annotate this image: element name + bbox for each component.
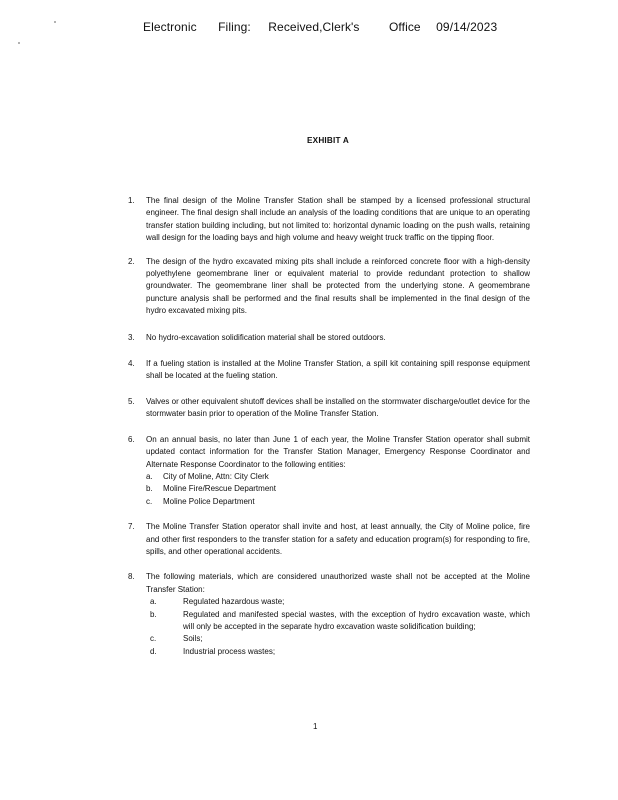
item-text: Valves or other equivalent shutoff devices shall be installed on the stormwater discharge/outlet device for the stormwater basin prior to operation of the Moline Transfer Station. — [146, 396, 530, 419]
sub-item-letter: b. — [150, 609, 157, 619]
list-item — [128, 571, 530, 658]
item-number: 2. — [128, 256, 135, 266]
list-item — [128, 195, 530, 245]
scan-speck — [18, 42, 20, 44]
sub-item-text: Industrial process wastes; — [183, 646, 276, 656]
filing-stamp — [143, 20, 497, 34]
sub-item-text: Moline Fire/Rescue Department — [163, 484, 276, 494]
page-number: 1 — [313, 722, 318, 731]
item-text: The design of the hydro excavated mixing pits shall include a reinforced concrete floor with a high-density polyethylene geomembrane liner or equivalent material to provide redundant protection to shallow groundwater. The geomembrane liner shall be protected from the underlying stone. A geomembrane puncture analysis shall be performed and the final results shall be implemented in the final design of the hydro excavated mixing pits. — [146, 256, 530, 316]
sub-item — [146, 496, 530, 508]
sub-item-text: Regulated and manifested special wastes, with the exception of hydro excavation waste, which will only be accepted in the separate hydro excavation waste solidification building; — [183, 609, 530, 631]
sub-item-letter: a. — [146, 471, 153, 481]
sub-item-text: Moline Police Department — [163, 496, 255, 506]
sub-item-letter: d. — [150, 646, 157, 656]
sub-item — [146, 471, 530, 483]
stamp-date: 09/14/2023 — [436, 20, 498, 34]
item-number: 8. — [128, 572, 135, 582]
stamp-electronic: Electronic — [143, 20, 197, 34]
stamp-received: Received,Clerk's — [268, 20, 360, 34]
list-item — [128, 396, 530, 421]
item-number: 5. — [128, 396, 135, 406]
sub-item — [146, 646, 530, 658]
item-text: No hydro-excavation solidification material shall be stored outdoors. — [146, 332, 386, 342]
item-number: 1. — [128, 196, 135, 205]
scan-speck — [54, 21, 56, 23]
item-number: 3. — [128, 332, 135, 342]
sub-item-text: City of Moline, Attn: City Clerk — [163, 471, 269, 481]
stamp-office: Office — [388, 20, 421, 34]
sub-item — [146, 609, 530, 634]
conditions-list — [128, 195, 530, 658]
sub-item — [146, 596, 530, 608]
stamp-filing: Filing: — [218, 20, 251, 34]
item-number: 7. — [128, 522, 135, 532]
sub-item-letter: c. — [150, 634, 157, 644]
sub-item-letter: b. — [146, 484, 153, 494]
item-text: The final design of the Moline Transfer Station shall be stamped by a licensed professional structural engineer. The final design shall include an analysis of the loading conditions that are unique to an operating transfer station building including, but not limited to: horizontal dynamic loading on the push walls, retaining wall design for the loading bays and high volume and heavy weight truck traffic on the tipping floor. — [146, 196, 530, 243]
list-item — [128, 434, 530, 508]
item-text: On an annual basis, no later than June 1 of each year, the Moline Transfer Station operator shall submit updated contact information for the Transfer Station Manager, Emergency Response Coordinator and Alternate Response Coordinator to the following entities: — [146, 434, 530, 469]
list-item — [128, 256, 530, 318]
sub-item-letter: c. — [146, 496, 153, 506]
sub-item — [146, 633, 530, 645]
sub-item-text: Soils; — [183, 634, 203, 644]
sub-item-letter: a. — [150, 597, 157, 607]
list-item — [128, 358, 530, 383]
item-number: 6. — [128, 434, 135, 444]
item-text: If a fueling station is installed at the Moline Transfer Station, a spill kit containing spill response equipment shall be located at the fueling station. — [146, 359, 530, 381]
exhibit-title: EXHIBIT A — [307, 136, 349, 145]
list-item — [128, 521, 530, 558]
list-item — [128, 332, 530, 344]
sub-item-text: Regulated hazardous waste; — [183, 597, 285, 607]
item-text: The following materials, which are considered unauthorized waste shall not be accepted at the Moline Transfer Station: — [146, 572, 530, 594]
item-text: The Moline Transfer Station operator shall invite and host, at least annually, the City of Moline police, fire and other first responders to the transfer station for a safety and education program(s) for responding to fire, spills, and other operational accidents. — [146, 522, 530, 556]
item-number: 4. — [128, 359, 135, 369]
sub-item — [146, 483, 530, 495]
